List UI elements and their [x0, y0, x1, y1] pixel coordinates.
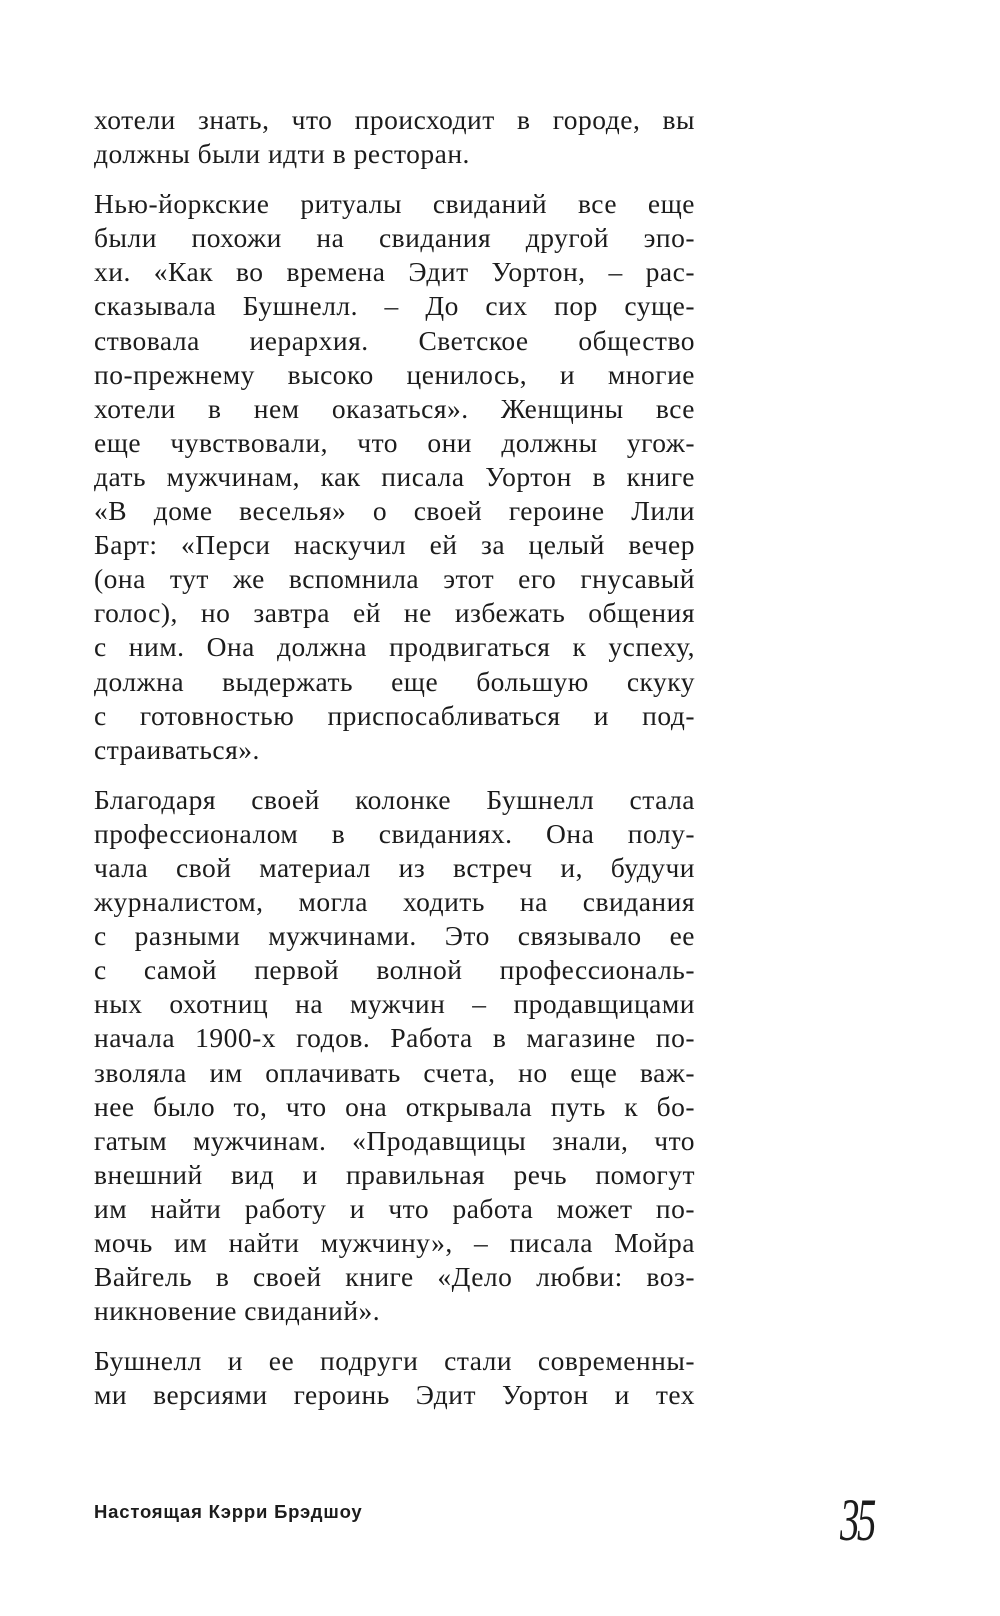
text-line: должны были идти в ресторан. — [94, 138, 470, 170]
text-line: хи. «Как во времена Эдит Уортон, – рас- — [94, 256, 695, 288]
text-line: «В доме веселья» о своей героине Лили — [94, 495, 695, 527]
text-line: с готовностью приспосабливаться и под- — [94, 699, 695, 731]
text-line: Вайгель в своей книге «Дело любви: воз- — [94, 1261, 695, 1293]
text-line: ми версиями героинь Эдит Уортон и тех — [94, 1379, 695, 1411]
text-line: ствовала иерархия. Светское общество — [94, 324, 695, 356]
text-line: сказывала Бушнелл. – До сих пор суще- — [94, 290, 695, 322]
text-line: зволяла им оплачивать счета, но еще важ- — [94, 1056, 695, 1088]
text-line: никновение свиданий». — [94, 1295, 381, 1327]
text-line: страиваться». — [94, 733, 260, 765]
text-line: с ним. Она должна продвигаться к успеху, — [94, 631, 695, 663]
text-line: начала 1900-х годов. Работа в магазине по- — [94, 1022, 695, 1054]
text-line: ных охотниц на мужчин – продавщицами — [94, 988, 695, 1020]
text-line: чала свой материал из встреч и, будучи — [94, 851, 695, 883]
text-line: (она тут же вспомнила этот его гнусавый — [94, 563, 695, 595]
text-line: Благодаря своей колонке Бушнелл стала — [94, 783, 695, 815]
text-line: Барт: «Перси наскучил ей за целый вечер — [94, 529, 695, 561]
text-line: профессионалом в свиданиях. Она полу- — [94, 817, 695, 849]
text-line: Нью-йоркские ритуалы свиданий все еще — [94, 188, 695, 220]
text-line: нее было то, что она открывала путь к бо- — [94, 1090, 695, 1122]
running-title: Настоящая Кэрри Брэдшоу — [94, 1501, 363, 1522]
body-text — [94, 103, 695, 1428]
text-line: еще чувствовали, что они должны угож- — [94, 426, 695, 458]
text-line: мочь им найти мужчину», – писала Мойра — [94, 1227, 695, 1258]
text-line: им найти работу и что работа может по- — [94, 1192, 695, 1224]
paragraph — [94, 187, 695, 767]
text-line: были похожи на свидания другой эпо- — [94, 222, 695, 254]
page-number: 35 — [840, 1487, 874, 1553]
text-line: голос), но завтра ей не избежать общения — [94, 597, 695, 629]
text-line: хотели в нем оказаться». Женщины все — [94, 392, 695, 424]
paragraph — [94, 103, 695, 171]
text-line: дать мужчинам, как писала Уортон в книге — [94, 460, 695, 492]
paragraph — [94, 1344, 695, 1412]
text-line: Бушнелл и ее подруги стали современны- — [94, 1345, 695, 1377]
paragraph — [94, 783, 695, 1329]
text-line: внешний вид и правильная речь помогут — [94, 1158, 695, 1190]
text-line: должна выдержать еще большую скуку — [94, 665, 695, 697]
text-line: с разными мужчинами. Это связывало ее — [94, 920, 695, 952]
text-line: по-прежнему высоко ценилось, и многие — [94, 358, 695, 390]
text-line: с самой первой волной профессиональ- — [94, 954, 695, 986]
text-line: хотели знать, что происходит в городе, вы — [94, 104, 695, 135]
text-line: журналистом, могла ходить на свидания — [94, 886, 695, 918]
text-line: гатым мужчинам. «Продавщицы знали, что — [94, 1124, 695, 1156]
